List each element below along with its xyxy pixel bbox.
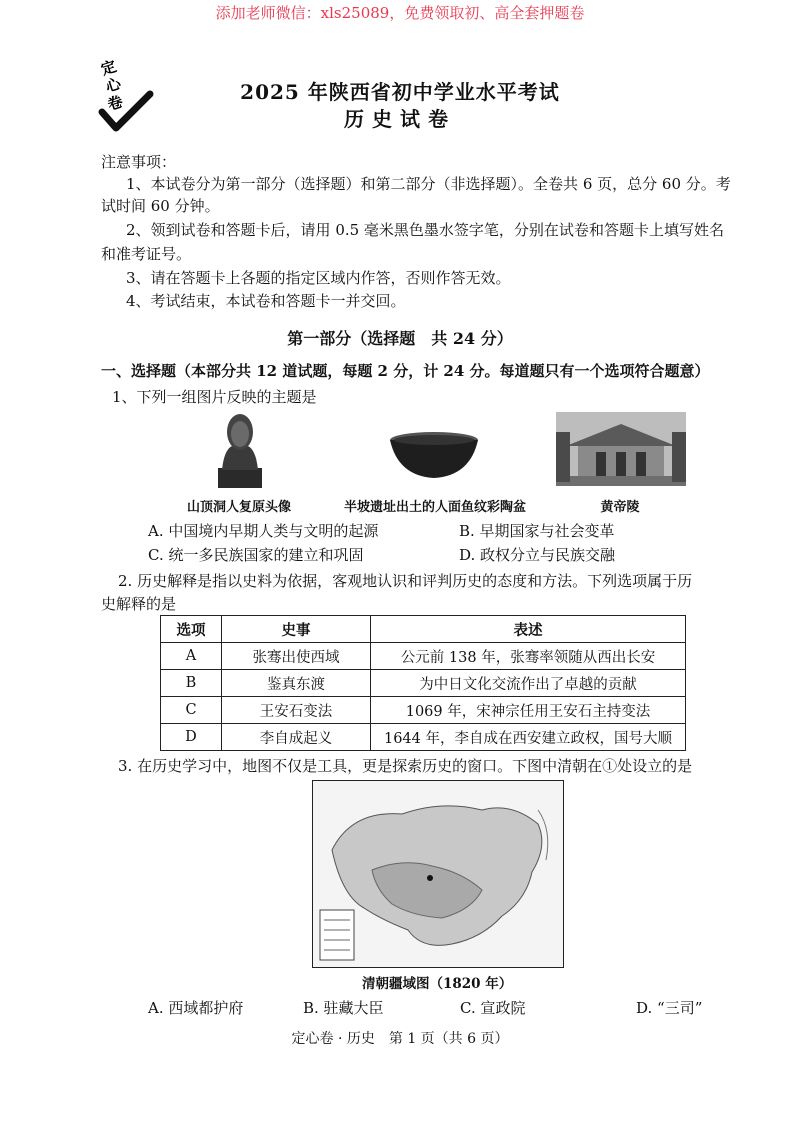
q1-caption-3: 黄帝陵 [600, 500, 640, 515]
caveman-bust-image [212, 410, 268, 488]
table-header-row [161, 616, 686, 643]
pottery-basin-image [388, 430, 480, 482]
notice-item-3: 3、请在答题卡上各题的指定区域内作答，否则作答无效。 [126, 269, 511, 287]
svg-text:卷: 卷 [105, 92, 126, 115]
page-footer: 定心卷 · 历史 第 1 页（共 6 页） [291, 1031, 509, 1047]
table-cell: 鉴真东渡 [222, 670, 371, 697]
svg-text:心: 心 [103, 74, 124, 97]
table-cell: 王安石变法 [222, 697, 371, 724]
table-cell: 张骞出使西域 [222, 643, 371, 670]
notice-item-1-cont: 试时间 60 分钟。 [101, 197, 220, 215]
q3-stem: 3. 在历史学习中，地图不仅是工具，更是探索历史的窗口。下图中清朝在①处设立的是 [118, 757, 693, 775]
svg-text:定: 定 [98, 57, 119, 79]
table-header: 表述 [371, 616, 686, 643]
notice-item-2-cont: 和准考证号。 [101, 245, 192, 263]
table-cell: 李自成起义 [222, 724, 371, 751]
q1-option-d: D. 政权分立与民族交融 [459, 546, 616, 564]
q3-option-d: D. “三司” [636, 999, 703, 1017]
q1-option-a: A. 中国境内早期人类与文明的起源 [148, 522, 379, 540]
table-header: 选项 [161, 616, 222, 643]
table-cell: 为中日文化交流作出了卓越的贡献 [371, 670, 686, 697]
table-row [161, 670, 686, 697]
table-cell: D [161, 724, 222, 751]
table-cell: C [161, 697, 222, 724]
q2-stem-line2: 史解释的是 [101, 595, 177, 613]
q1-option-c: C. 统一多民族国家的建立和巩固 [148, 546, 364, 564]
q3-map-caption: 清朝疆域图（1820 年） [362, 976, 513, 992]
table-row [161, 724, 686, 751]
notice-item-1: 1、本试卷分为第一部分（选择题）和第二部分（非选择题）。全卷共 6 页，总分 60 分。考 [126, 175, 731, 193]
exam-subject: 历史试卷 [344, 107, 456, 131]
table-cell: B [161, 670, 222, 697]
huangdi-mausoleum-image [556, 412, 686, 486]
qing-territory-map-image [312, 780, 564, 968]
table-cell: 公元前 138 年，张骞率领随从西出长安 [371, 643, 686, 670]
q1-caption-2: 半坡遗址出土的人面鱼纹彩陶盆 [343, 500, 526, 515]
q1-option-b: B. 早期国家与社会变革 [459, 522, 615, 540]
q3-option-c: C. 宣政院 [460, 999, 526, 1017]
section-title: 第一部分（选择题 共 24 分） [287, 329, 513, 348]
notice-heading: 注意事项： [101, 153, 177, 171]
table-cell: 1069 年，宋神宗任用王安石主持变法 [371, 697, 686, 724]
q2-table [160, 615, 686, 751]
section-instruction: 一、选择题（本部分共 12 道试题，每题 2 分，计 24 分。每道题只有一个选项符合题意） [101, 362, 710, 380]
q1-caption-1: 山顶洞人复原头像 [186, 500, 291, 515]
table-cell: 1644 年，李自成在西安建立政权，国号大顺 [371, 724, 686, 751]
table-row [161, 697, 686, 724]
notice-item-4: 4、考试结束，本试卷和答题卡一并交回。 [126, 292, 406, 310]
q2-stem-line1: 2. 历史解释是指以史料为依据，客观地认识和评判历史的态度和方法。下列选项属于历 [118, 572, 693, 590]
table-header: 史事 [222, 616, 371, 643]
q1-stem: 1、下列一组图片反映的主题是 [112, 388, 317, 406]
table-row [161, 643, 686, 670]
q3-option-b: B. 驻藏大臣 [303, 999, 384, 1017]
q3-option-a: A. 西域都护府 [148, 999, 244, 1017]
exam-title: 2025 年陕西省初中学业水平考试 [240, 80, 560, 104]
watermark-text: 添加老师微信：xls25089，免费领取初、高全套押题卷 [215, 4, 585, 22]
table-cell: A [161, 643, 222, 670]
notice-item-2: 2、领到试卷和答题卡后，请用 0.5 毫米黑色墨水签字笔，分别在试卷和答题卡上填写姓名 [126, 221, 724, 239]
